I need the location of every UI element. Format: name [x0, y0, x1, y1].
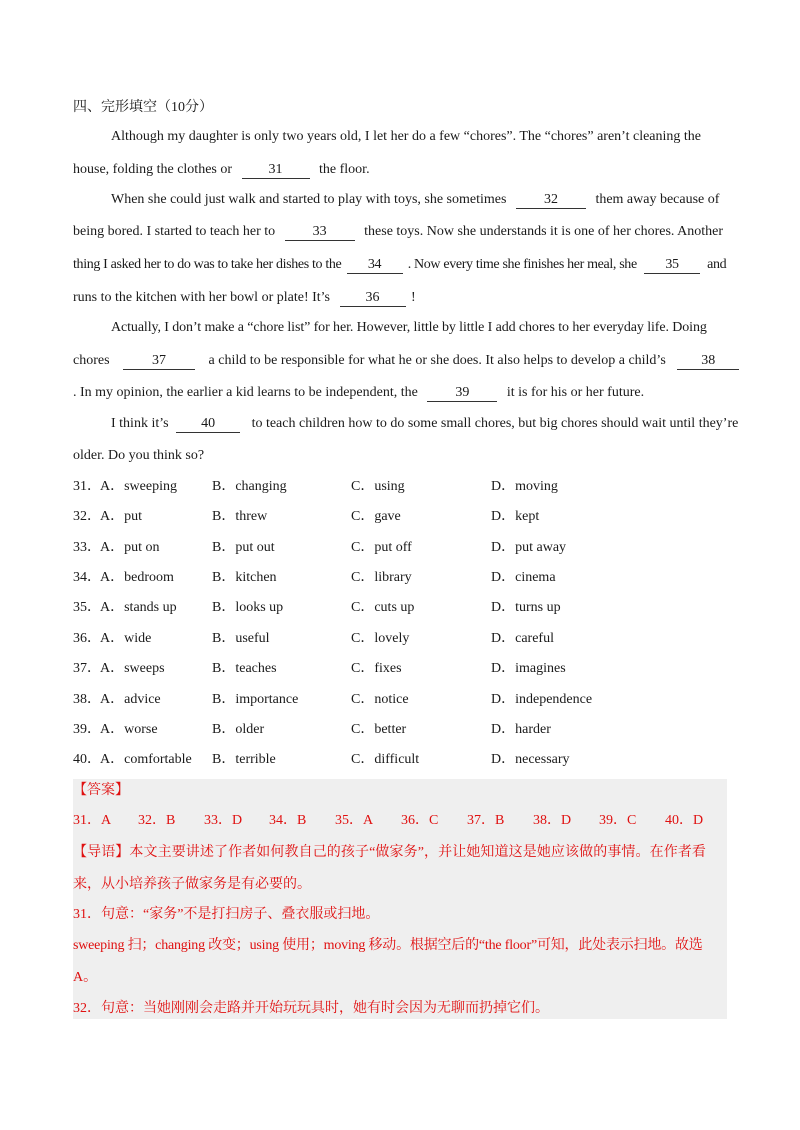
passage-line: [111, 190, 719, 210]
option-c[interactable]: C．put off: [351, 540, 412, 555]
option-c[interactable]: C．fixes: [351, 661, 402, 676]
option-d[interactable]: D．necessary: [491, 752, 570, 767]
passage-line: [73, 446, 204, 466]
passage-text: chores: [73, 353, 110, 368]
option-d[interactable]: D．imagines: [491, 661, 566, 676]
blank-36[interactable]: 36: [340, 290, 406, 307]
passage-line: [73, 351, 739, 371]
option-a[interactable]: A．put: [100, 509, 142, 524]
guide-text: 来，从小培养孩子做家务是有必要的。: [73, 877, 311, 892]
option-a[interactable]: A．advice: [100, 692, 161, 707]
question-number: 36．: [73, 631, 101, 646]
option-b[interactable]: B．teaches: [212, 661, 277, 676]
passage-text: them away because of: [595, 192, 720, 207]
passage-text: older. Do you think so?: [73, 448, 205, 463]
passage-text: I think it’s: [111, 416, 169, 431]
answer-key: 31．A: [73, 813, 112, 828]
blank-39[interactable]: 39: [427, 385, 497, 402]
blank-38[interactable]: 38: [677, 353, 739, 370]
passage-text: Actually, I don’t make a “chore list” for her. However, little by little I add chores to her everyday life. Doing: [111, 320, 707, 335]
option-d[interactable]: D．moving: [491, 479, 558, 494]
option-b[interactable]: B．looks up: [212, 600, 284, 615]
section-title: 四、完形填空（10分）: [73, 100, 213, 115]
passage-text: When she could just walk and started to play with toys, she sometimes: [111, 192, 507, 207]
guide-text: 【导语】本文主要讲述了作者如何教自己的孩子“做家务”，并让她知道这是她应该做的事情。在作者看: [73, 845, 707, 860]
passage-line: [111, 127, 701, 147]
blank-31[interactable]: 31: [242, 162, 310, 179]
option-a[interactable]: A．sweeps: [100, 661, 165, 676]
passage-text: a child to be responsible for what he or she does. It also helps to develop a child’s: [208, 353, 666, 368]
passage-line: [73, 383, 644, 403]
option-a[interactable]: A．wide: [100, 631, 152, 646]
option-d[interactable]: D．put away: [491, 540, 567, 555]
passage-text: Although my daughter is only two years old, I let her do a few “chores”. The “chores” aren’t cleaning the: [111, 129, 702, 144]
question-number: 39．: [73, 722, 101, 737]
passage-line: [73, 288, 416, 308]
option-c[interactable]: C．difficult: [351, 752, 420, 767]
blank-34[interactable]: 34: [347, 257, 403, 274]
passage-text: and: [707, 257, 727, 272]
passage-text: house, folding the clothes or: [73, 162, 233, 177]
option-c[interactable]: C．lovely: [351, 631, 410, 646]
passage-line: [73, 222, 723, 242]
passage-text: it is for his or her future.: [506, 385, 645, 400]
blank-35[interactable]: 35: [644, 257, 700, 274]
blank-40[interactable]: 40: [176, 416, 240, 433]
option-a[interactable]: A．bedroom: [100, 570, 174, 585]
answer-key: 36．C: [401, 813, 439, 828]
question-number: 31．: [73, 479, 101, 494]
answer-key: 32．B: [138, 813, 176, 828]
option-b[interactable]: B．kitchen: [212, 570, 277, 585]
option-c[interactable]: C．library: [351, 570, 412, 585]
question-number: 38．: [73, 692, 101, 707]
answer-key: 34．B: [269, 813, 307, 828]
explanation-31: 31．句意：“家务”不是打扫房子、叠衣服或扫地。: [73, 907, 380, 922]
explanation-32: 32．句意：当她刚刚会走路并开始玩玩具时，她有时会因为无聊而扔掉它们。: [73, 1001, 549, 1016]
passage-line: [111, 414, 738, 434]
option-c[interactable]: C．gave: [351, 509, 401, 524]
answer-label: 【答案】: [73, 783, 129, 798]
option-a[interactable]: A．put on: [100, 540, 160, 555]
passage-text: . In my opinion, the earlier a kid learns to be independent, the: [73, 385, 418, 400]
option-b[interactable]: B．changing: [212, 479, 287, 494]
passage-text: being bored. I started to teach her to: [73, 224, 276, 239]
option-d[interactable]: D．cinema: [491, 570, 556, 585]
option-b[interactable]: B．put out: [212, 540, 275, 555]
answer-key: 33．D: [204, 813, 243, 828]
answer-key: 39．C: [599, 813, 637, 828]
option-c[interactable]: C．using: [351, 479, 405, 494]
answer-keys: [73, 811, 727, 831]
option-b[interactable]: B．older: [212, 722, 265, 737]
option-d[interactable]: D．careful: [491, 631, 554, 646]
passage-text: to teach children how to do some small chores, but big chores should wait until they’re: [251, 416, 739, 431]
option-d[interactable]: D．turns up: [491, 600, 561, 615]
passage-text: the floor.: [319, 162, 370, 177]
passage-line: [73, 255, 726, 275]
question-number: 32．: [73, 509, 101, 524]
option-b[interactable]: B．importance: [212, 692, 299, 707]
option-b[interactable]: B．terrible: [212, 752, 276, 767]
blank-33[interactable]: 33: [285, 224, 355, 241]
option-b[interactable]: B．useful: [212, 631, 270, 646]
option-d[interactable]: D．harder: [491, 722, 551, 737]
passage-text: runs to the kitchen with her bowl or plate! It’s: [73, 290, 330, 305]
option-a[interactable]: A．stands up: [100, 600, 177, 615]
option-d[interactable]: D．kept: [491, 509, 540, 524]
question-number: 33．: [73, 540, 101, 555]
explanation-31: A。: [73, 970, 98, 985]
option-c[interactable]: C．notice: [351, 692, 409, 707]
passage-line: [73, 160, 370, 180]
option-b[interactable]: B．threw: [212, 509, 268, 524]
answer-key: 35．A: [335, 813, 374, 828]
option-a[interactable]: A．comfortable: [100, 752, 192, 767]
option-a[interactable]: A．worse: [100, 722, 158, 737]
passage-text: these toys. Now she understands it is one of her chores. Another: [364, 224, 724, 239]
passage-text: . Now every time she finishes her meal, she: [407, 257, 637, 272]
option-c[interactable]: C．cuts up: [351, 600, 415, 615]
question-number: 37．: [73, 661, 101, 676]
passage-text: thing I asked her to do was to take her dishes to the: [73, 257, 342, 272]
passage-line: [111, 318, 707, 338]
answer-key: 37．B: [467, 813, 505, 828]
question-number: 35．: [73, 600, 101, 615]
question-number: 34．: [73, 570, 101, 585]
blank-32[interactable]: 32: [516, 192, 586, 209]
option-a[interactable]: A．sweeping: [100, 479, 177, 494]
answer-key: 40．D: [665, 813, 704, 828]
option-d[interactable]: D．independence: [491, 692, 593, 707]
passage-text: !: [411, 290, 416, 305]
answer-key: 38．D: [533, 813, 572, 828]
blank-37[interactable]: 37: [123, 353, 195, 370]
option-c[interactable]: C．better: [351, 722, 407, 737]
explanation-31: sweeping 扫；changing 改变；using 使用；moving 移动。根据空后的“the floor”可知，此处表示扫地。故选: [73, 938, 703, 953]
question-number: 40．: [73, 752, 101, 767]
